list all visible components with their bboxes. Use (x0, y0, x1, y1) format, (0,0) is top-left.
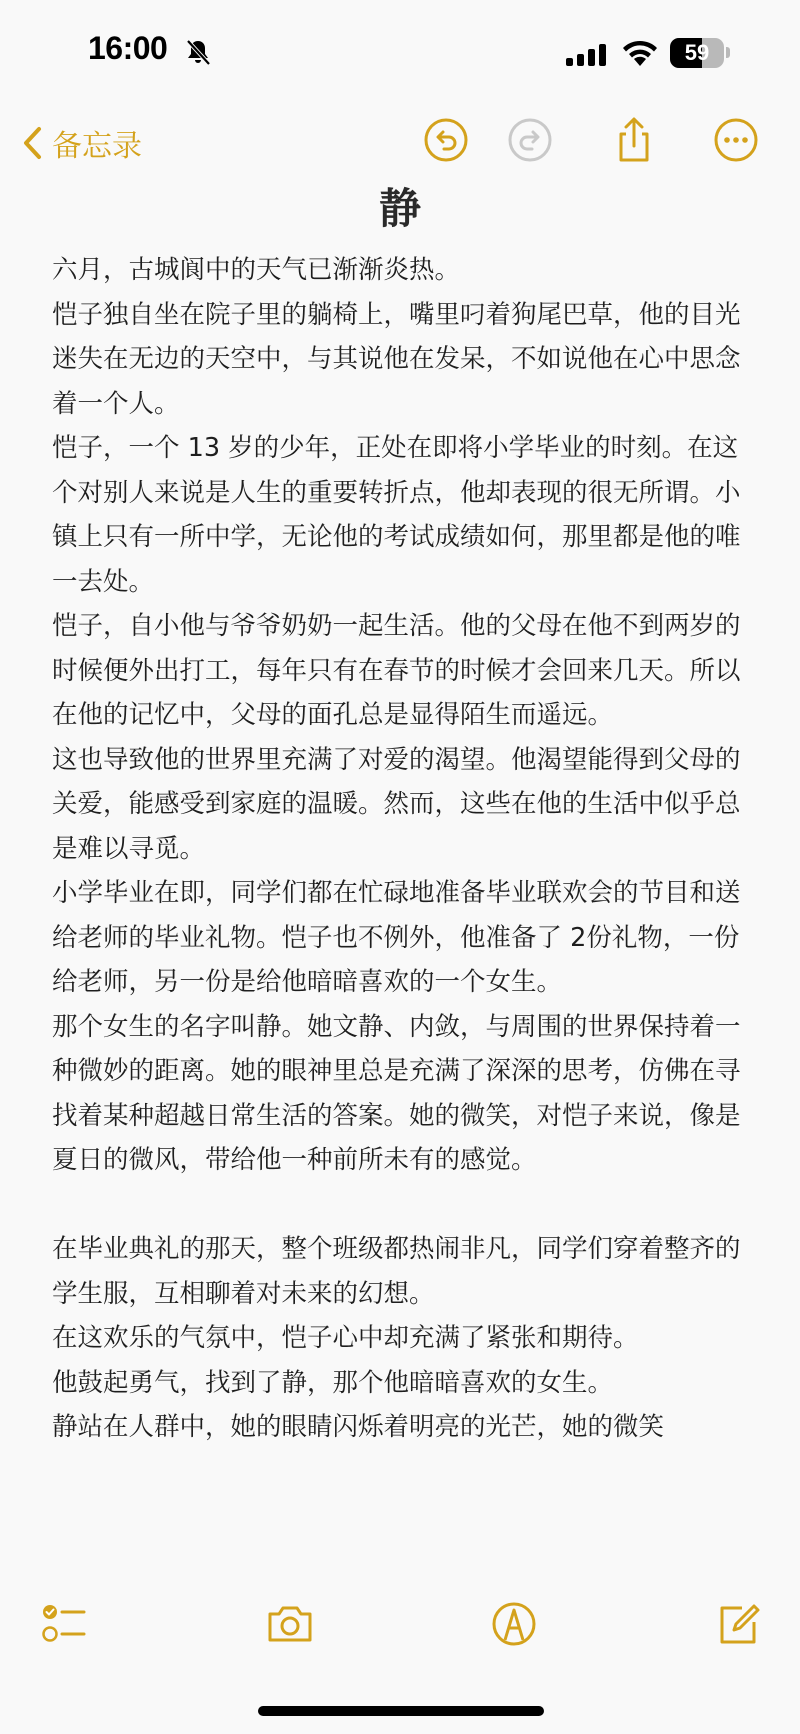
battery-percentage: 59 (684, 40, 710, 65)
empty-line (52, 1183, 748, 1228)
wifi-icon (620, 40, 660, 68)
markup-icon[interactable] (488, 1598, 540, 1650)
note-paragraph: 恺子，一个 13 岁的少年，正处在即将小学毕业的时刻。在这个对别人来说是人生的重要转折点，他却表现的很无所谓。小镇上只有一所中学，无论他的考试成绩如何，那里都是他的唯一去处。 (52, 433, 741, 597)
bell-slash-icon (184, 38, 212, 66)
status-time: 16:00 (88, 30, 168, 66)
note-paragraph: 静站在人群中，她的眼睛闪烁着明亮的光芒，她的微笑 (52, 1412, 665, 1442)
share-icon[interactable] (610, 116, 658, 164)
note-paragraph: 六月，古城阆中的天气已渐渐炎热。 (52, 255, 461, 285)
undo-icon[interactable] (422, 116, 470, 164)
note-paragraph: 在这欢乐的气氛中，恺子心中却充满了紧张和期待。 (52, 1323, 639, 1353)
note-paragraph: 恺子，自小他与爷爷奶奶一起生活。他的父母在他不到两岁的时候便外出打工，每年只有在春节的时候才会回来几天。所以在他的记忆中，父母的面孔总是显得陌生而遥远。 (52, 611, 741, 730)
back-label: 备忘录 (52, 129, 142, 164)
camera-icon[interactable] (264, 1598, 316, 1650)
bottom-toolbar (0, 1598, 800, 1658)
back-button[interactable] (22, 118, 142, 168)
redo-icon[interactable] (506, 116, 554, 164)
note-body[interactable] (52, 248, 748, 1450)
cellular-signal-icon (566, 44, 610, 66)
note-paragraph: 这也导致他的世界里充满了对爱的渴望。他渴望能得到父母的关爱，能感受到家庭的温暖。然而，这些在他的生活中似乎总是难以寻觅。 (52, 744, 741, 864)
note-paragraph: 恺子独自坐在院子里的躺椅上，嘴里叼着狗尾巴草，他的目光迷失在无边的天空中，与其说他在发呆，不如说他在心中思念着一个人。 (52, 299, 741, 419)
note-title[interactable]: 静 (378, 184, 421, 233)
status-bar (0, 0, 800, 110)
note-paragraph: 小学毕业在即，同学们都在忙碌地准备毕业联欢会的节目和送给老师的毕业礼物。恺子也不例外，他准备了 2份礼物，一份给老师，另一份是给他暗暗喜欢的一个女生。 (52, 878, 741, 997)
battery-indicator (670, 38, 724, 68)
note-paragraph: 他鼓起勇气，找到了静，那个他暗暗喜欢的女生。 (52, 1367, 614, 1398)
note-paragraph: 在毕业典礼的那天，整个班级都热闹非凡，同学们穿着整齐的学生服，互相聊着对未来的幻想。 (52, 1234, 741, 1309)
home-indicator (258, 1706, 544, 1716)
compose-icon[interactable] (712, 1598, 764, 1650)
more-icon[interactable] (712, 116, 760, 164)
nav-bar (0, 110, 800, 182)
note-paragraph: 那个女生的名字叫静。她文静、内敛，与周围的世界保持着一种微妙的距离。她的眼神里总是充满了深深的思考，仿佛在寻找着某种超越日常生活的答案。她的微笑，对恺子来说，像是夏日的微风，带给他一种前所未有的感觉。 (52, 1011, 741, 1175)
battery-cap (726, 47, 730, 58)
chevron-left-icon (22, 126, 42, 160)
checklist-icon[interactable] (40, 1598, 92, 1650)
